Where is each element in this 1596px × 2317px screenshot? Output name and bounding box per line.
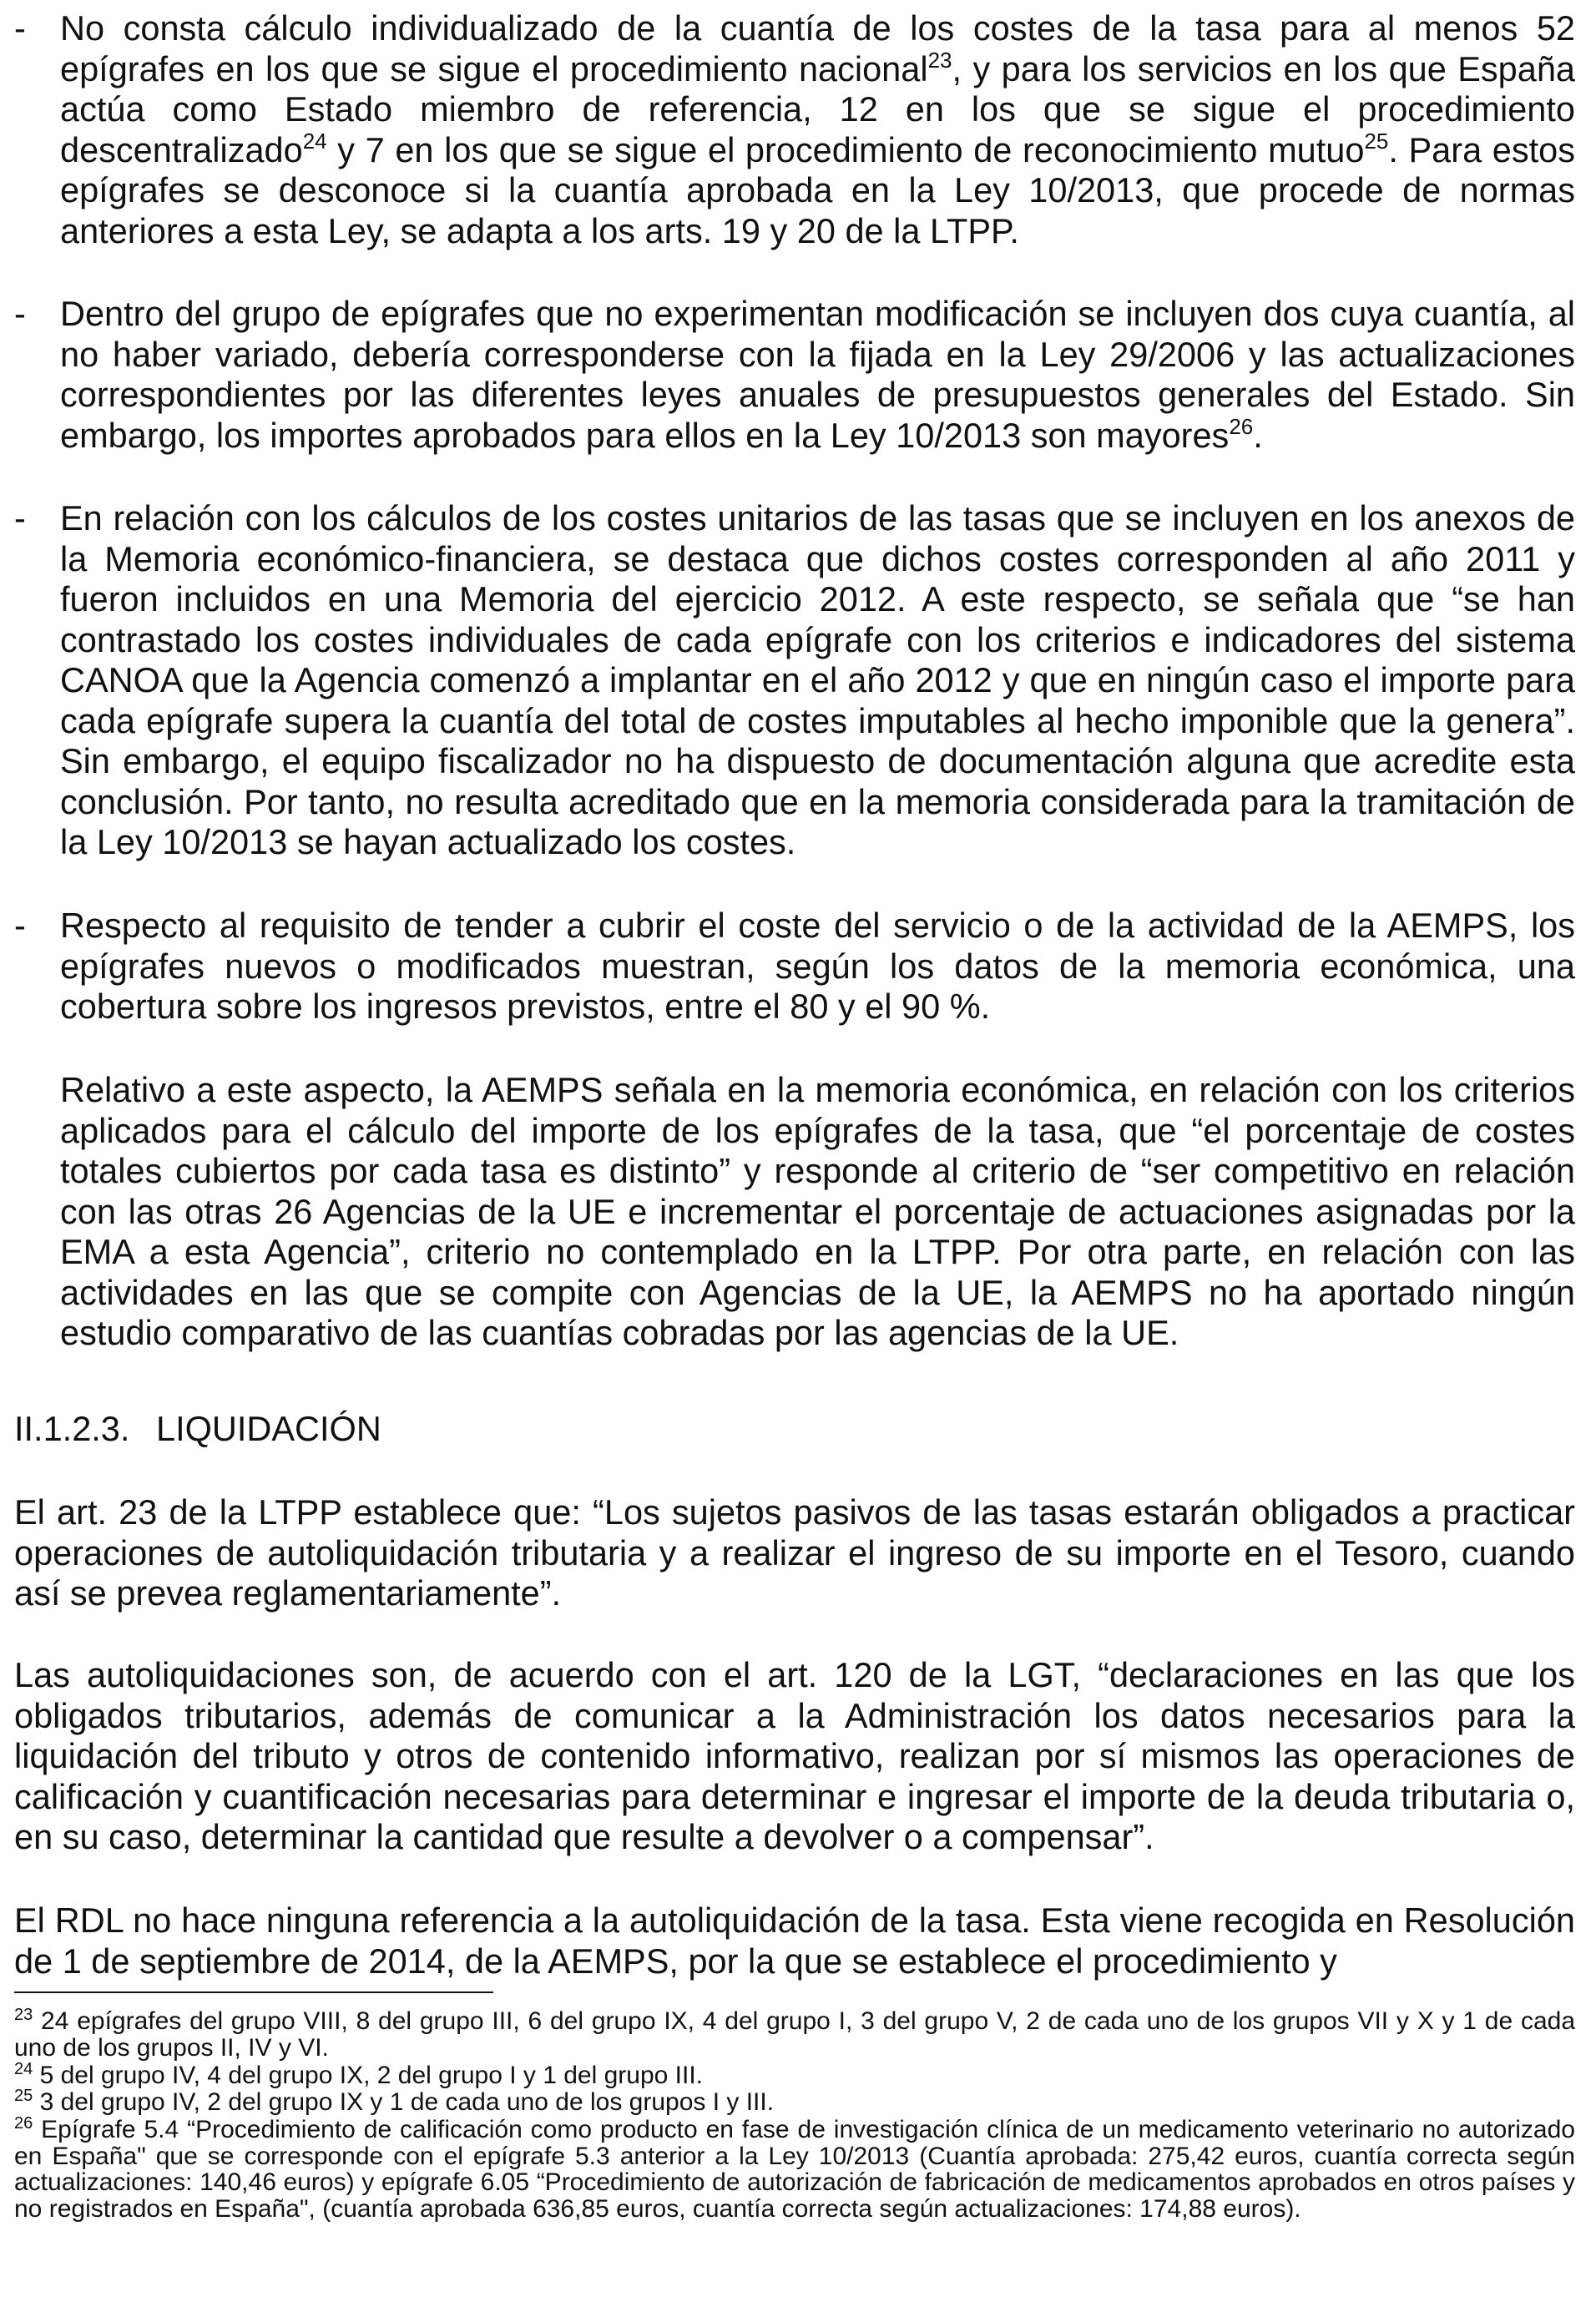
section-heading [14,1409,381,1449]
text-run: . [1253,415,1263,455]
footnote-24 [14,2062,1575,2089]
bullet-text: Respecto al requisito de tender a cubrir el coste del servicio o de la actividad de la AEMPS, los epígrafes nuevos o modificados muestran, según los datos de la memoria económica, una cobertura sobre los ingresos previstos, entre el 80 y el 90 %. [60,906,1575,1026]
paragraph: Las autoliquidaciones son, de acuerdo con el art. 120 de la LGT, “declaraciones en las que los obligados tributarios, además de comunicar a la Administración los datos necesarios para la liquidación del tributo y otros de contenido informativo, realizan por sí mismos las operaciones de calificación y cuantificación necesarias para determinar e ingresar el importe de la deuda tributaria o, en su caso, determinar la cantidad que resulte a devolver o a compensar”. [14,1655,1575,1856]
footnote-ref-23[interactable]: 23 [927,47,952,73]
footnote-number: 23 [14,2006,33,2024]
bullet-dash: - [14,8,26,48]
bullet-dash: - [14,906,26,945]
footnote-separator [14,1991,493,1993]
text-run: , y para los servicios en los que España actúa como Estado miembro de referencia, 12 en los que se sigue el procedimiento descentralizado [60,48,1575,169]
text-run: No consta cálculo individualizado de la cuantía de los costes de la tasa para al menos 52 epígrafes en los que se sigue el procedimiento nacional [60,8,1575,88]
section-number: II.1.2.3. [14,1409,130,1448]
paragraph: El RDL no hace ninguna referencia a la autoliquidación de la tasa. Esta viene recogida en Resolución de 1 de septiembre de 2014, de la AEMPS, por la que se establece el procedimiento y [14,1901,1575,1981]
indented-paragraph: Relativo a este aspecto, la AEMPS señala en la memoria económica, en relación con los criterios aplicados para el cálculo del importe de los epígrafes de la tasa, que “el porcentaje de costes totales cubiertos por cada tasa es distinto” y responde al criterio de “ser competitivo en relación con las otras 26 Agencias de la UE e incrementar el porcentaje de actuaciones asignadas por la EMA a esta Agencia”, criterio no contemplado en la LTPP. Por otra parte, en relación con las actividades en las que se compite con Agencias de la UE, la AEMPS no ha aportado ningún estudio comparativo de las cuantías cobradas por las agencias de la UE. [60,1070,1575,1352]
footnote-text: 24 epígrafes del grupo VIII, 8 del grupo III, 6 del grupo IX, 4 del grupo I, 3 del grupo V, 2 de cada uno de los grupos VII y X y 1 de cada uno de los grupos II, IV y VI. [14,2007,1575,2062]
footnote-text: 5 del grupo IV, 4 del grupo IX, 2 del grupo I y 1 del grupo III. [33,2062,704,2089]
bullet-item [14,498,1575,863]
footnote-ref-25[interactable]: 25 [1364,128,1389,154]
bullet-dash: - [14,294,26,333]
section-title: LIQUIDACIÓN [156,1409,381,1448]
footnote-23 [14,2008,1575,2061]
bullet-text [60,294,1575,456]
footnote-25 [14,2089,1575,2116]
bullet-item [14,906,1575,1027]
footnote-26 [14,2114,1575,2223]
bullet-text: En relación con los cálculos de los costes unitarios de las tasas que se incluyen en los anexos de la Memoria económico-financiera, se destaca que dichos costes corresponden al año 2011 y fueron incluidos en una Memoria del ejercicio 2012. A este respecto, se señala que “se han contrastado los costes individuales de cada epígrafe con los criterios e indicadores del sistema CANOA que la Agencia comenzó a implantar en el año 2012 y que en ningún caso el importe para cada epígrafe supera la cuantía del total de costes imputables al hecho imponible que la genera”. Sin embargo, el equipo fiscalizador no ha dispuesto de documentación alguna que acredite esta conclusión. Por tanto, no resulta acreditado que en la memoria considerada para la tramitación de la Ley 10/2013 se hayan actualizado los costes. [60,498,1575,861]
text-run: Dentro del grupo de epígrafes que no experimentan modificación se incluyen dos cuya cuantía, al no haber variado, debería corresponderse con la fijada en la Ley 29/2006 y las actualizaciones correspondientes por las diferentes leyes anuales de presupuestos generales del Estado. Sin embargo, los importes aprobados para ellos en la Ley 10/2013 son mayores [60,294,1575,455]
bullet-item [14,8,1575,251]
footnote-number: 24 [14,2060,33,2078]
footnote-ref-26[interactable]: 26 [1229,413,1254,439]
text-run: . Para estos epígrafes se desconoce si la cuantía aprobada en la Ley 10/2013, que procede de normas anteriores a esta Ley, se adapta a los arts. 19 y 20 de la LTPP. [60,129,1575,250]
footnote-number: 25 [14,2087,33,2105]
text-run: y 7 en los que se sigue el procedimiento de reconocimiento mutuo [326,129,1365,169]
footnote-ref-24[interactable]: 24 [302,128,327,154]
bullet-dash: - [14,498,26,538]
paragraph: El art. 23 de la LTPP establece que: “Los sujetos pasivos de las tasas estarán obligados a practicar operaciones de autoliquidación tributaria y a realizar el ingreso de su importe en el Tesoro, cuando así se prevea reglamentariamente”. [14,1492,1575,1613]
bullet-item [14,294,1575,456]
footnote-number: 26 [14,2114,33,2133]
bullet-text [60,8,1575,251]
footnote-text: 3 del grupo IV, 2 del grupo IX y 1 de cada uno de los grupos I y III. [33,2088,775,2116]
footnote-text: Epígrafe 5.4 “Procedimiento de calificación como producto en fase de investigación clínica de un medicamento veterinario no autorizado en España" que se corresponde con el epígrafe 5.3 anterior a la Ley 10/2013 (Cuantía aprobada: 275,42 euros, cuantía correcta según actualizaciones: 140,46 euros) y epígrafe 6.05 “Procedimiento de autorización de fabricación de medicamentos aprobados en otros países y no registrados en España", (cuantía aprobada 636,85 euros, cuantía correcta según actualizaciones: 174,88 euros). [14,2116,1575,2223]
